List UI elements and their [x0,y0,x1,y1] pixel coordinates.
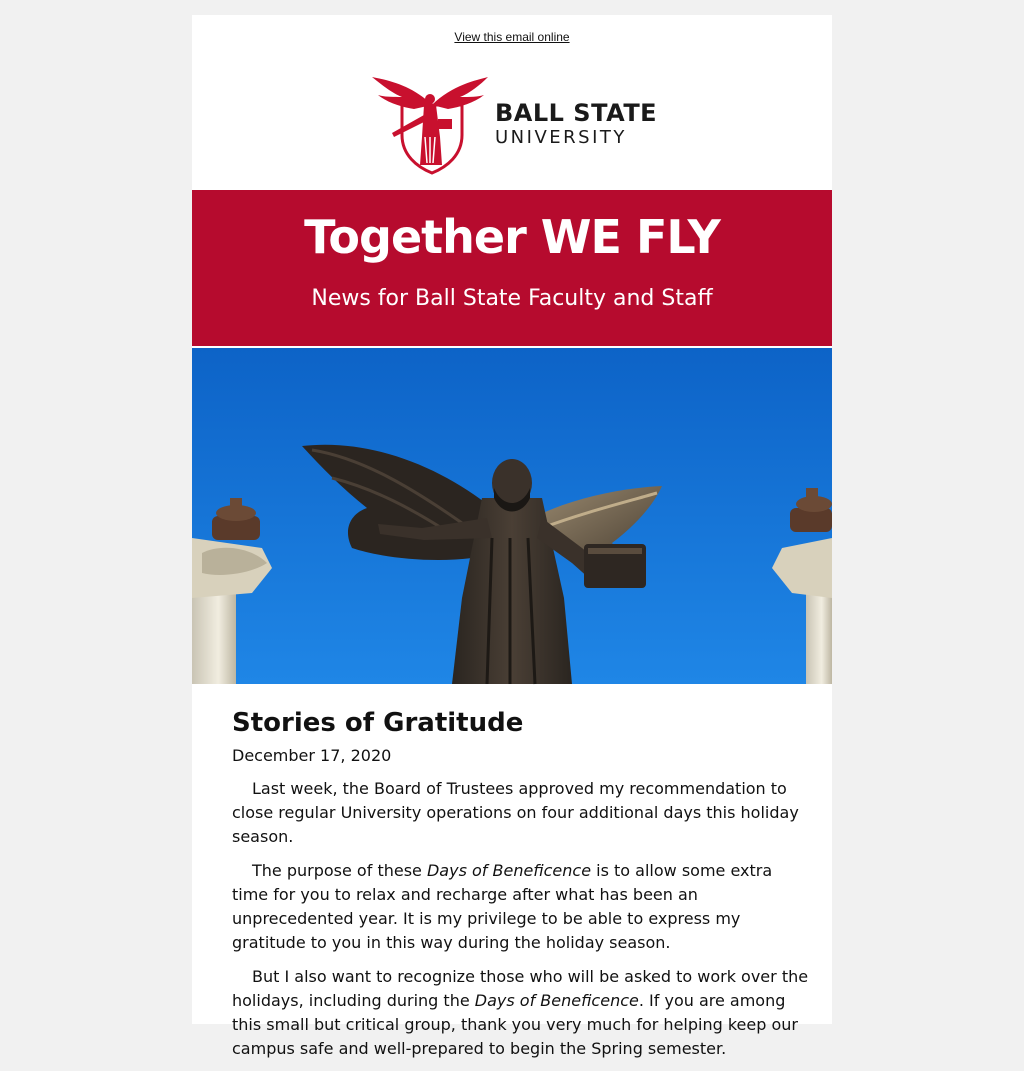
paragraph-2-text-b: is to allow some extra time for you to relax and recharge after what has been an unprecedented year. It is my privilege to be able to express my gratitude to you in this way during the holiday season. [232,861,773,952]
article-date: December 17, 2020 [232,746,392,765]
newsletter-title: Together WE FLY [304,210,720,264]
paragraph-2-emphasis: Days of Beneficence [426,861,592,880]
article-title: Stories of Gratitude [232,708,524,738]
hero-image[interactable] [192,348,832,684]
article [232,705,812,1071]
logo-wordmark [495,99,657,149]
ball-state-logo[interactable] [372,75,662,175]
beneficence-shield-logo-icon [372,75,492,175]
article-paragraph-3 [232,965,812,1061]
logo-line-2: UNIVERSITY [495,127,627,148]
article-paragraph-1: Last week, the Board of Trustees approved my recommendation to close regular University operations on four additional days this holiday season. [232,779,799,846]
newsletter-banner [192,190,832,346]
beneficence-statue-photo-icon [192,348,832,684]
paragraph-3-text-b: . If you are among this small but critical group, thank you very much for helping keep our campus safe and well-prepared to begin the Spring semester. [232,991,798,1058]
paragraph-3-text-a: But I also want to recognize those who will be asked to work over the holidays, including during the [232,967,809,1010]
article-paragraph-2 [232,859,812,955]
logo-line-1: BALL STATE [495,99,658,127]
email-container [192,15,832,1058]
paragraph-3-emphasis: Days of Beneficence [474,991,639,1010]
newsletter-subtitle: News for Ball State Faculty and Staff [311,286,713,311]
view-online-link[interactable]: View this email online [454,30,570,44]
paragraph-2-text-a: The purpose of these [252,861,427,880]
